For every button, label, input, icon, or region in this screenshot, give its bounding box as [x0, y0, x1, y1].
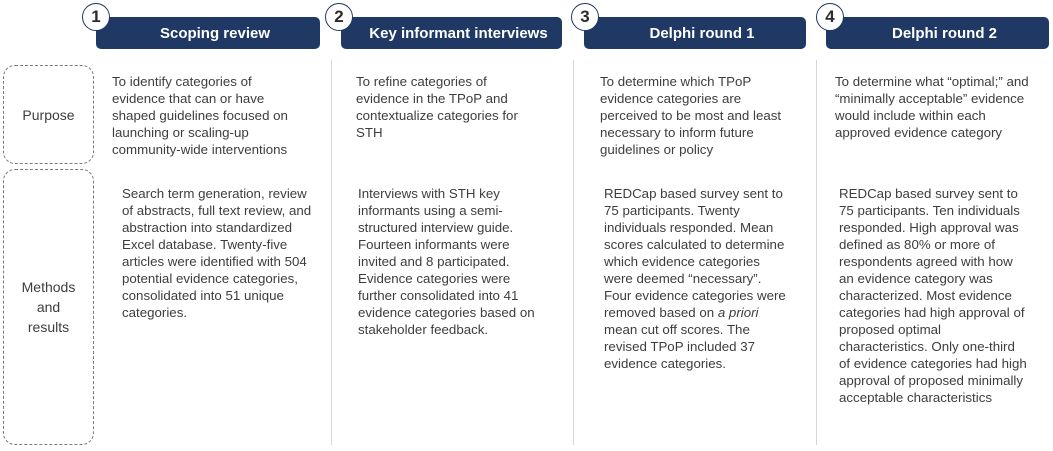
stage-3-number: 3	[571, 3, 599, 31]
stage-3-methods-before: REDCap based survey sent to 75 participants. Twenty individuals responded. Mean scores calculated to determine which evidence categories were deemed “necessary”. Four evidence categories were removed based on	[604, 186, 786, 320]
stage-1-header	[96, 17, 320, 49]
row-label-methods	[3, 169, 94, 445]
stage-4-methods: REDCap based survey sent to 75 participants. Ten individuals responded. High approval was defined as 80% or more of respondents agreed with how an evidence category was characterized. Most evidence categories had high approval of proposed optimal characteristics. Only one-third of evidence categories had high approval of proposed minimally acceptable characteristics	[839, 186, 1027, 405]
stage-3-purpose: To determine which TPoP evidence categories are perceived to be most and least necessary to inform future guidelines or policy	[600, 74, 782, 157]
stage-4-header	[826, 17, 1049, 49]
column-divider	[331, 60, 332, 445]
stage-3-title: Delphi round 1	[649, 24, 755, 42]
stage-4-number: 4	[816, 3, 844, 31]
stage-2-number: 2	[325, 3, 353, 31]
stage-2-title: Key informant interviews	[369, 24, 548, 42]
stage-2-methods: Interviews with STH key informants using a semi-structured interview guide. Fourteen informants were invited and 8 participated. Evidence categories were further consolidated into 41 evidence categories based on stakeholder feedback.	[358, 186, 535, 337]
stage-1-purpose: To identify categories of evidence that can or have shaped guidelines focused on launching or scaling-up community-wide interventions	[112, 74, 288, 157]
stage-2-header	[341, 17, 562, 49]
column-divider	[573, 60, 574, 445]
stage-3-methods-after: mean cut off scores. The revised TPoP included 37 evidence categories.	[604, 322, 756, 371]
stage-3-header	[584, 17, 806, 49]
row-label-purpose-text: Purpose	[22, 106, 75, 123]
stage-4-purpose: To determine what “optimal;” and “minimally acceptable” evidence would include within each approved evidence category	[835, 74, 1029, 140]
stage-3-methods-italic: a priori	[717, 305, 759, 320]
stage-2-purpose: To refine categories of evidence in the TPoP and contextualize categories for STH	[356, 74, 518, 140]
stage-1-title: Scoping review	[159, 24, 271, 42]
stage-1-number: 1	[82, 3, 110, 31]
row-label-methods-text: Methods and results	[21, 279, 76, 335]
stage-1-methods: Search term generation, review of abstracts, full text review, and abstraction into standardized Excel database. Twenty-five articles were identified with 504 potential evidence categories, consolidated into 51 unique categories.	[122, 186, 312, 320]
stage-3-methods	[604, 185, 788, 372]
column-divider	[816, 60, 817, 445]
row-label-purpose	[3, 65, 94, 164]
stage-4-title: Delphi round 2	[892, 24, 997, 42]
